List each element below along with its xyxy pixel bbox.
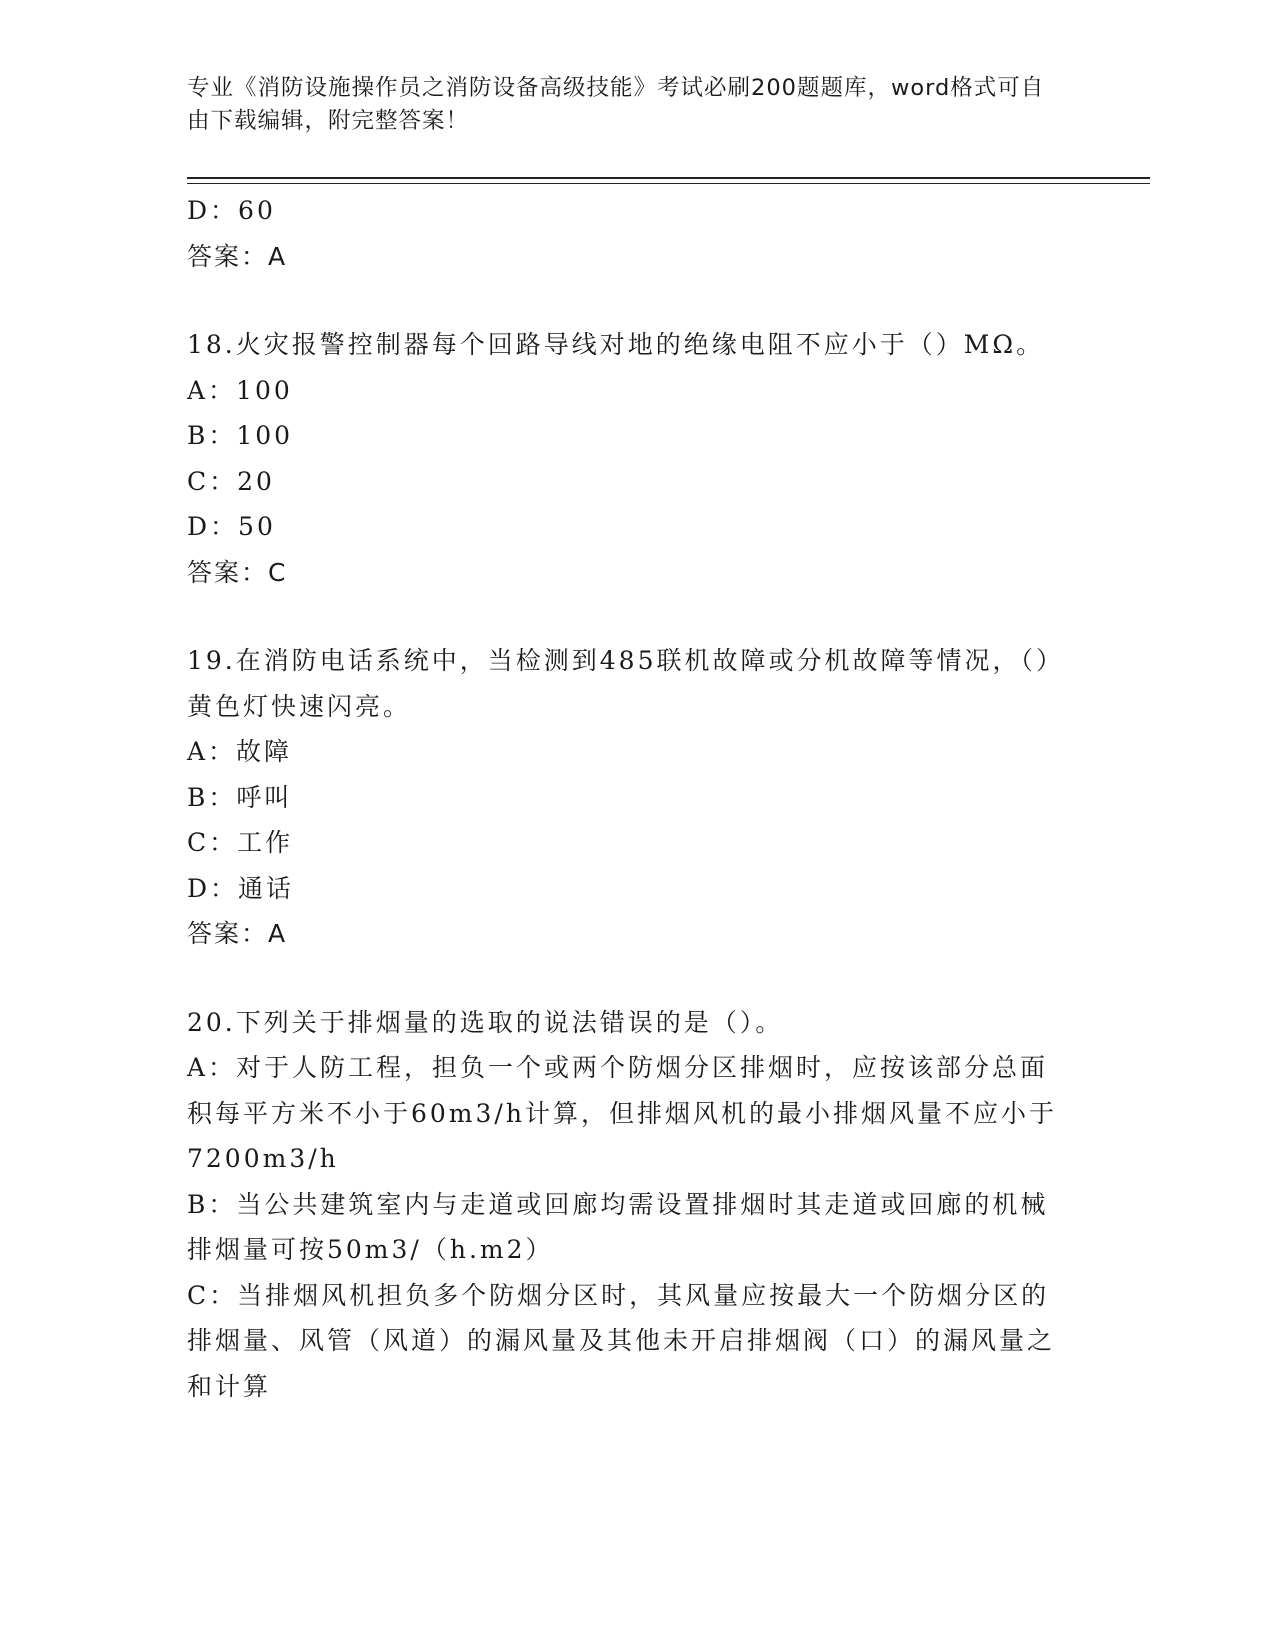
- option-a: A：对于人防工程，担负一个或两个防烟分区排烟时，应按该部分总面积每平方米不小于60m3/h计算，但排烟风机的最小排烟风量不应小于7200m3/h: [187, 1053, 1057, 1173]
- question-19: [187, 638, 1067, 957]
- option-a: A：故障: [187, 737, 293, 766]
- header-divider-thin: [187, 183, 1150, 184]
- answer: 答案：A: [187, 919, 288, 948]
- option-c: C：当排烟风机担负多个防烟分区时，其风量应按最大一个防烟分区的排烟量、风管（风道）的漏风量及其他未开启排烟阀（口）的漏风量之和计算: [187, 1280, 1056, 1401]
- question-list: [187, 188, 1067, 1409]
- question-18: [187, 322, 1067, 595]
- spacer: [187, 279, 1067, 322]
- answer: 答案：A: [187, 241, 288, 271]
- question-17-tail: [187, 188, 1067, 279]
- header-divider-thick: [187, 177, 1150, 179]
- question-stem: 18.火灾报警控制器每个回路导线对地的绝缘电阻不应小于（）MΩ。: [187, 330, 1045, 359]
- option-c: C：20: [187, 466, 275, 496]
- spacer: [187, 595, 1067, 638]
- option-b: B：呼叫: [187, 782, 293, 812]
- option-b: B：当公共建筑室内与走道或回廊均需设置排烟时其走道或回廊的机械排烟量可按50m3/（h.m2）: [187, 1189, 1049, 1264]
- option-d: D：50: [187, 512, 276, 541]
- option-c: C：工作: [187, 828, 294, 857]
- spacer: [187, 957, 1067, 1000]
- page-header: 专业《消防设施操作员之消防设备高级技能》考试必刷200题题库，word格式可自由下载编辑，附完整答案！: [187, 75, 1045, 134]
- question-stem: 20.下列关于排烟量的选取的说法错误的是（）。: [187, 1007, 784, 1037]
- option-b: B：100: [187, 421, 294, 450]
- question-stem: 19.在消防电话系统中，当检测到485联机故障或分机故障等情况，（）黄色灯快速闪亮。: [187, 646, 1064, 721]
- option-a: A：100: [187, 375, 293, 405]
- answer: 答案：C: [187, 557, 288, 587]
- option-d: D：60: [187, 196, 276, 225]
- option-d: D：通话: [187, 873, 295, 903]
- question-20: [187, 1000, 1067, 1410]
